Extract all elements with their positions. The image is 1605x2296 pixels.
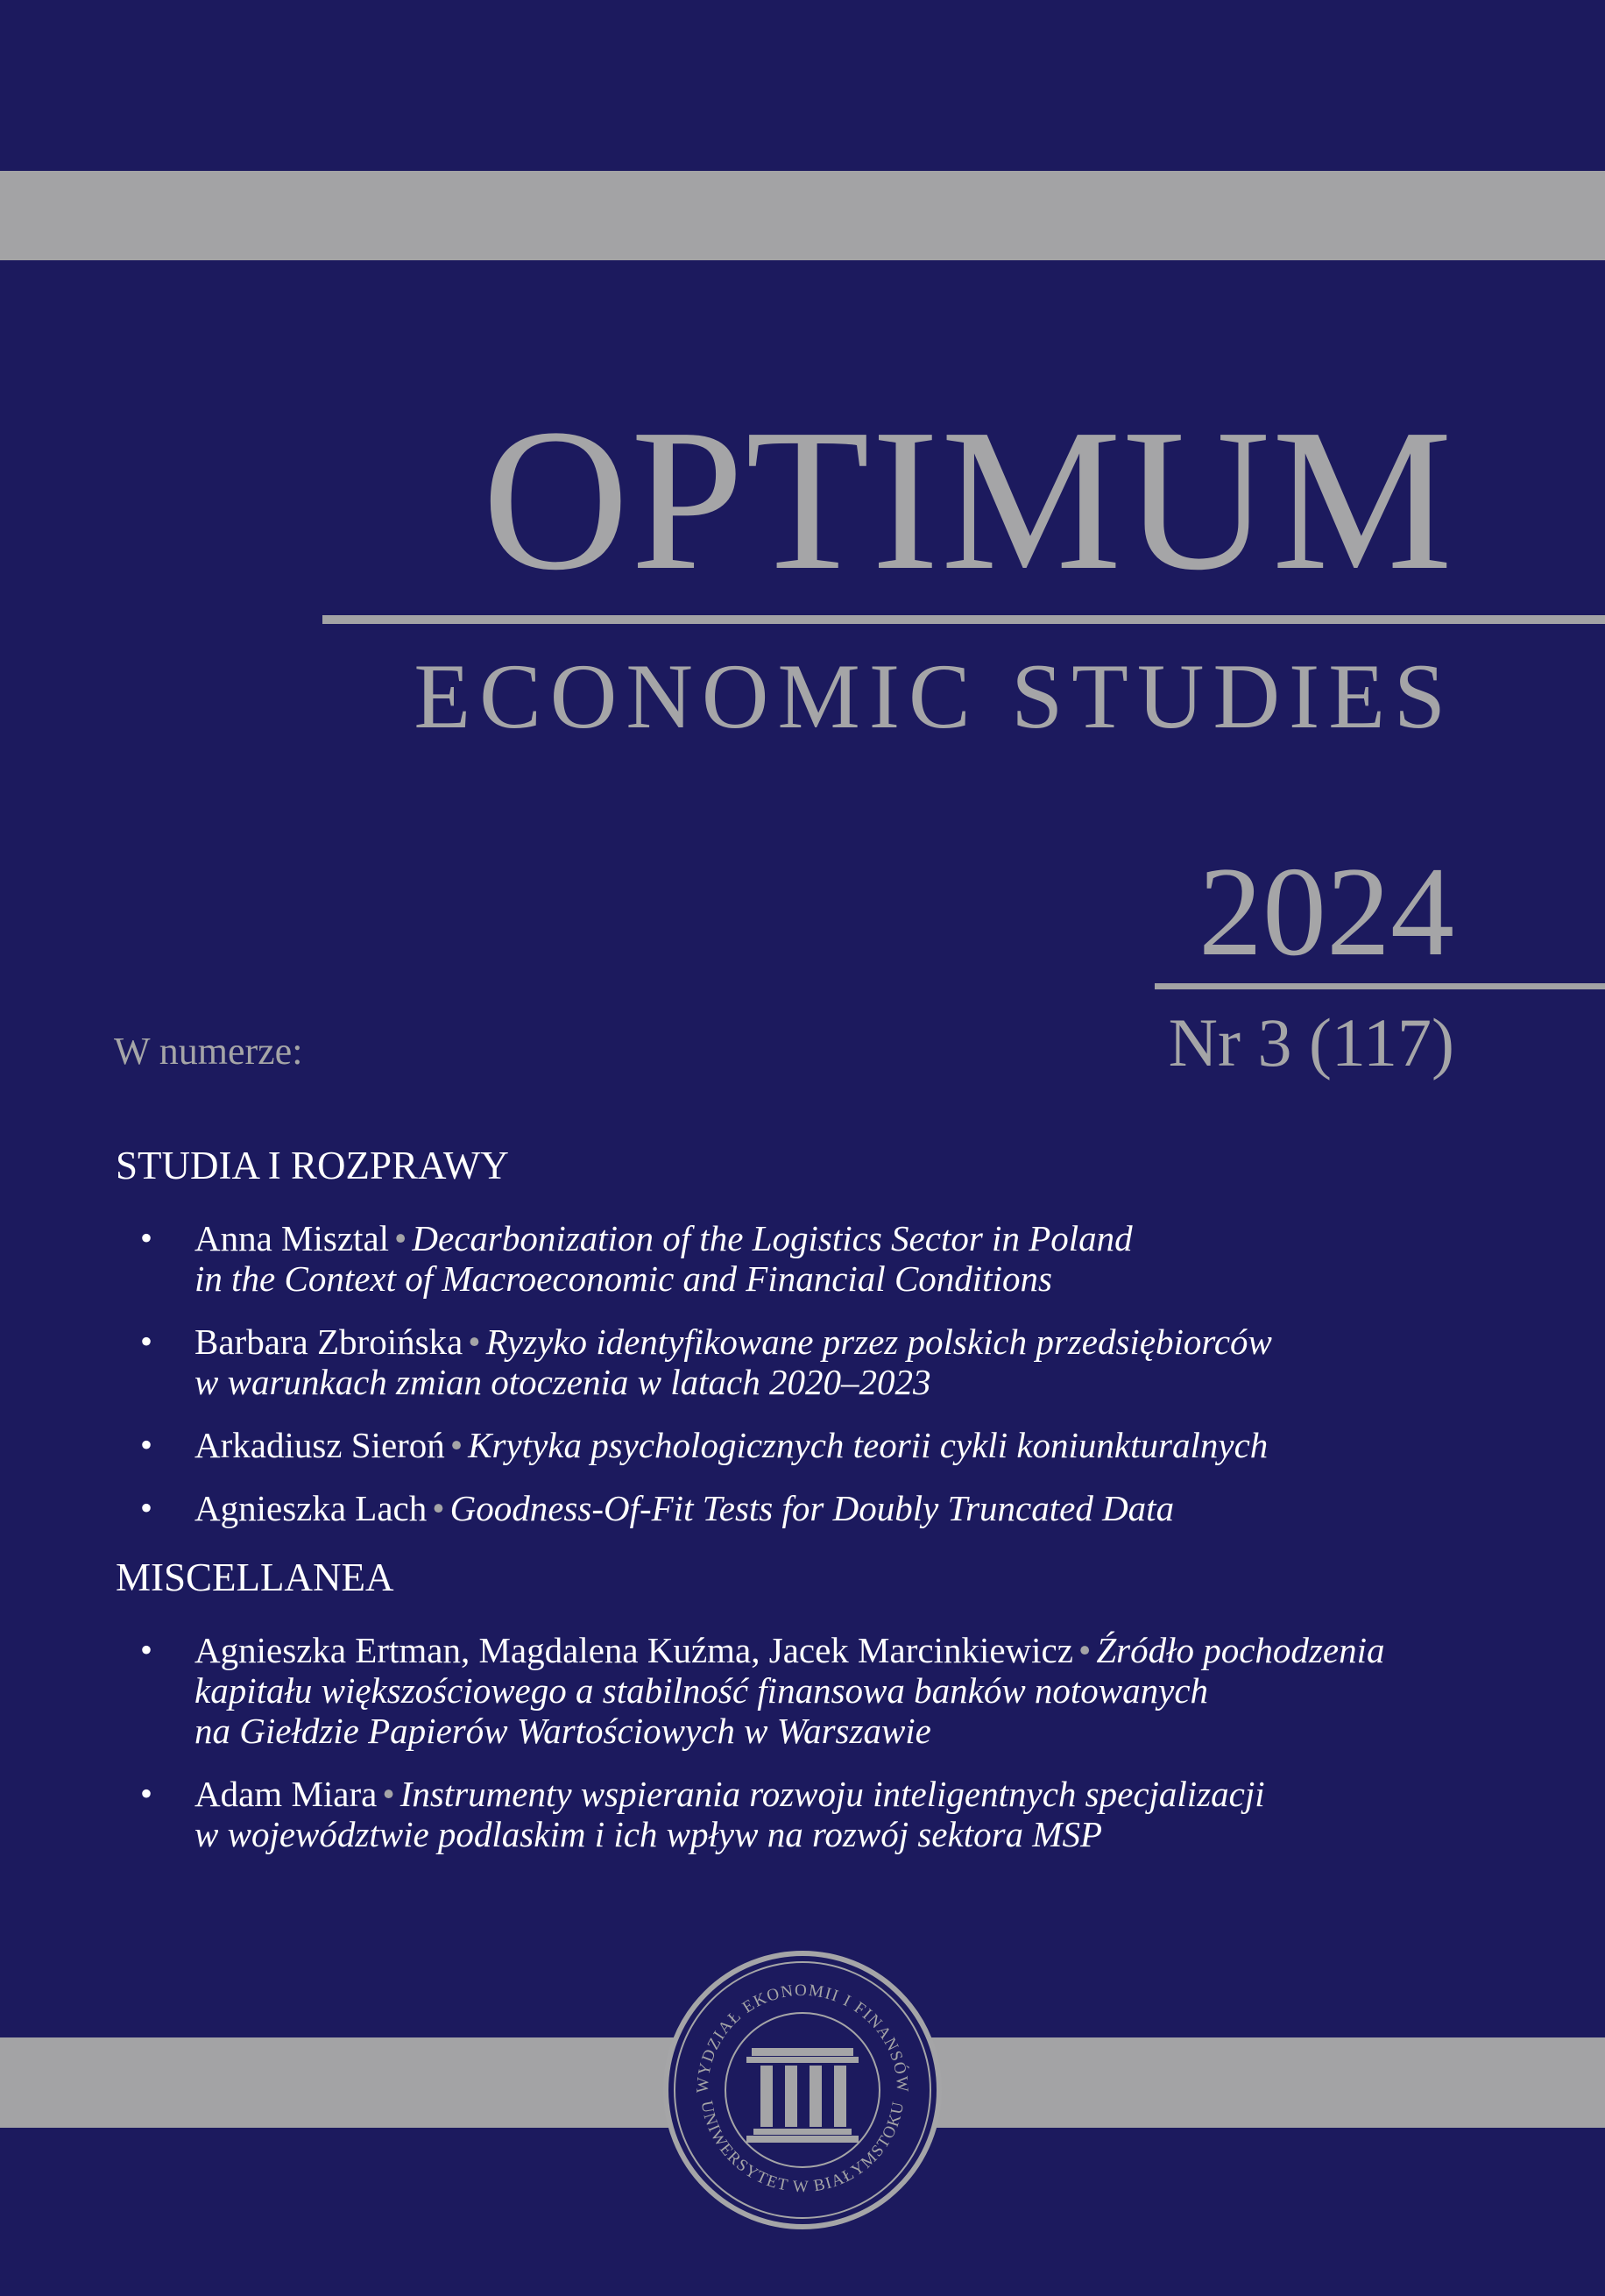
- seal-bottom-text: UNIWERSYTET W BIAŁYMSTOKU: [696, 2099, 909, 2197]
- article-title-continued: w warunkach zmian otoczenia w latach 2020–2023: [194, 1362, 931, 1402]
- list-item: [116, 1774, 1517, 1854]
- separator-dot: •: [468, 1322, 481, 1362]
- list-item: [116, 1322, 1517, 1402]
- section-list-miscellanea: [116, 1630, 1517, 1854]
- separator-dot: •: [394, 1218, 407, 1258]
- separator-dot: •: [1078, 1630, 1092, 1670]
- issue-year: 2024: [1198, 840, 1454, 982]
- article-title: Źródło pochodzenia: [1096, 1630, 1385, 1670]
- article-author: Barbara Zbroińska: [194, 1322, 463, 1362]
- article-title-continued: in the Context of Macroeconomic and Financial Conditions: [194, 1258, 1052, 1299]
- list-item: [116, 1425, 1517, 1465]
- list-item: [116, 1218, 1517, 1299]
- article-author: Anna Misztal: [194, 1218, 390, 1258]
- in-this-issue-label: W numerze:: [114, 1030, 303, 1073]
- top-grey-band: [0, 171, 1605, 260]
- table-of-contents: [116, 1139, 1517, 1877]
- section-heading-studia: STUDIA I ROZPRAWY: [116, 1144, 509, 1187]
- article-author: Arkadiusz Sieroń: [194, 1425, 445, 1465]
- article-author: Agnieszka Lach: [194, 1488, 428, 1528]
- year-divider: [1155, 983, 1605, 989]
- journal-title: OPTIMUM: [482, 387, 1454, 613]
- section-heading-miscellanea: MISCELLANEA: [116, 1555, 394, 1599]
- separator-dot: •: [382, 1774, 395, 1814]
- article-title: Krytyka psychologicznych teorii cykli koniunkturalnych: [468, 1425, 1269, 1465]
- article-title-continued: w województwie podlaskim i ich wpływ na rozwój sektora MSP: [194, 1814, 1102, 1854]
- article-title-continued: kapitału większościowego a stabilność finansowa banków notowanych: [194, 1670, 1209, 1711]
- article-author: Adam Miara: [194, 1774, 378, 1814]
- title-divider: [322, 615, 1605, 624]
- article-title: Goodness-Of-Fit Tests for Doubly Truncated Data: [449, 1488, 1175, 1528]
- separator-dot: •: [449, 1425, 463, 1465]
- issue-number: Nr 3 (117): [1168, 1004, 1454, 1081]
- article-title: Instrumenty wspierania rozwoju inteligentnych specjalizacji: [399, 1774, 1265, 1814]
- article-title: Ryzyko identyfikowane przez polskich przedsiębiorców: [485, 1322, 1272, 1362]
- article-author: Agnieszka Ertman, Magdalena Kuźma, Jacek Marcinkiewicz: [194, 1630, 1073, 1670]
- journal-subtitle: ECONOMIC STUDIES: [414, 645, 1454, 748]
- university-seal-icon: [662, 1950, 943, 2230]
- seal-top-text: WYDZIAŁ EKONOMII I FINANSÓW: [693, 1981, 912, 2094]
- article-title: Decarbonization of the Logistics Sector in Poland: [412, 1218, 1133, 1258]
- section-list-studia: [116, 1218, 1517, 1528]
- separator-dot: •: [432, 1488, 445, 1528]
- article-title-continued: na Giełdzie Papierów Wartościowych w Warszawie: [194, 1711, 931, 1751]
- list-item: [116, 1630, 1517, 1751]
- list-item: [116, 1488, 1517, 1528]
